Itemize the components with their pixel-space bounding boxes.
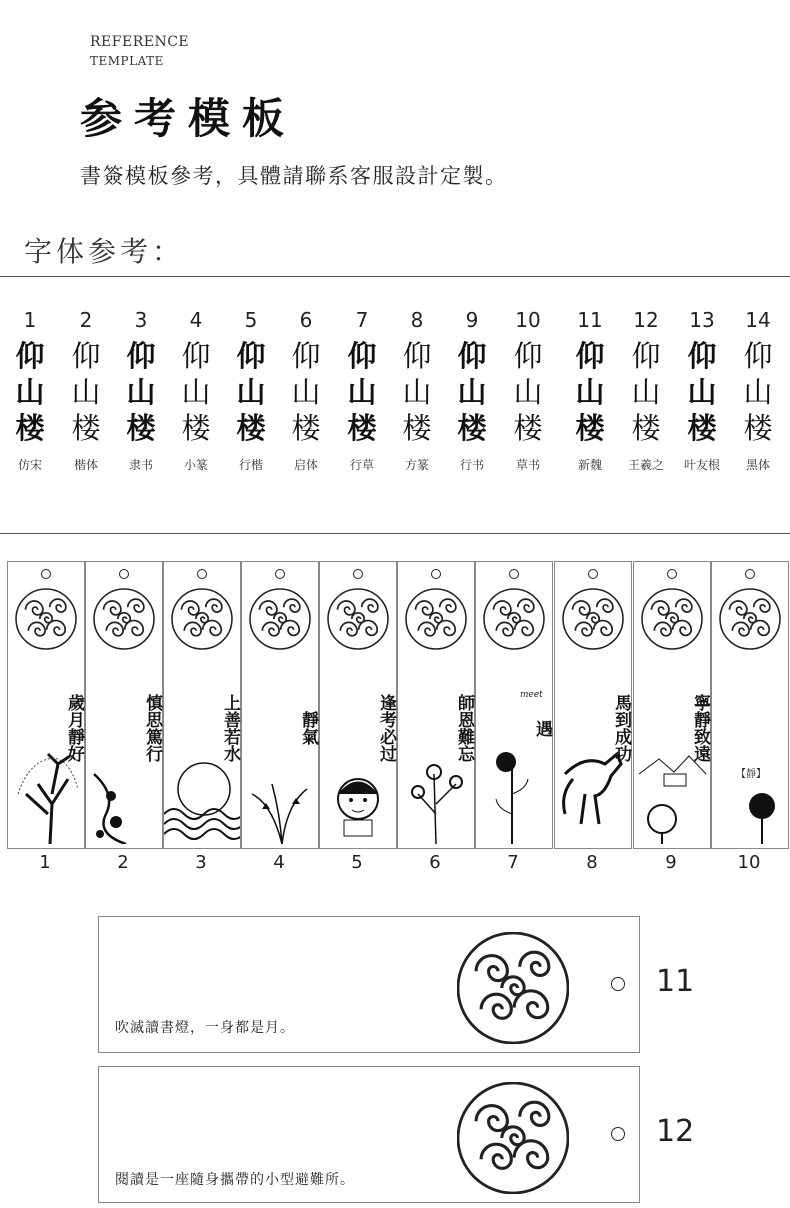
bookmark-art: [242, 734, 318, 848]
horse-illustration: [555, 734, 631, 844]
punch-hole-icon: [667, 569, 677, 579]
cloud-swirl-circle-icon: [457, 1082, 569, 1194]
punch-hole-icon: [119, 569, 129, 579]
font-glyph: 仰: [457, 339, 487, 373]
page-subtitle: 書簽模板參考，具體請聯系客服設計定製。: [80, 164, 508, 188]
flowers-illustration: [398, 734, 474, 844]
font-sample-2: [58, 308, 114, 473]
font-glyph: 山: [347, 375, 377, 409]
card-quote: 吹滅讀書燈，一身都是月。: [115, 1020, 295, 1036]
font-glyph: 山: [402, 375, 432, 409]
font-glyph: 仰: [513, 339, 543, 373]
font-glyph: 楼: [347, 411, 377, 445]
bookmark-text: 遇: [532, 719, 552, 737]
bookmark-text: 寧靜致遠: [690, 694, 710, 762]
font-glyph: 山: [126, 375, 156, 409]
font-number: 10: [515, 308, 541, 332]
reference-label-line1: REFERENCE: [90, 34, 190, 50]
bookmark-emblem: [719, 588, 781, 654]
bookmark-text: 馬到成功: [611, 694, 631, 762]
font-sample-8: [389, 308, 445, 473]
bookmark-1[interactable]: [7, 561, 85, 849]
tree-illustration: [8, 734, 84, 844]
punch-hole-icon: [353, 569, 363, 579]
bookmark-5[interactable]: [319, 561, 397, 849]
font-sample-14: [730, 308, 786, 473]
font-number: 4: [189, 308, 203, 332]
font-glyph: 山: [631, 375, 661, 409]
font-number: 8: [410, 308, 424, 332]
font-glyph: 楼: [513, 411, 543, 445]
reference-label-line2: TEMPLATE: [90, 54, 164, 68]
font-number: 14: [745, 308, 771, 332]
bookmark-emblem: [483, 588, 545, 654]
punch-hole-icon: [588, 569, 598, 579]
bookmark-text: 歲月靜好: [64, 694, 84, 762]
font-sample-13: [674, 308, 730, 473]
font-glyph: 仰: [126, 339, 156, 373]
cloud-swirl-circle-icon: [483, 588, 545, 650]
font-sample-7: [334, 308, 390, 473]
font-glyph: 仰: [402, 339, 432, 373]
bookmark-7[interactable]: [475, 561, 553, 849]
bookmark-text: 師恩難忘: [454, 694, 474, 762]
font-name-label: 黑体: [745, 458, 770, 472]
font-glyph: 楼: [743, 411, 773, 445]
landscape-illustration: [634, 734, 710, 844]
bookmark-9[interactable]: [633, 561, 711, 849]
font-number: 6: [299, 308, 313, 332]
cloud-swirl-circle-icon: [562, 588, 624, 650]
font-glyph: 山: [687, 375, 717, 409]
bookmark-emblem: [249, 588, 311, 654]
bookmark-art: [634, 734, 710, 848]
font-glyph: 楼: [126, 411, 156, 445]
bookmark-text: 上善若水: [220, 694, 240, 762]
bookmark-text: 慎思篤行: [142, 694, 162, 762]
bookmark-number: 9: [665, 852, 677, 873]
orchid-illustration: [242, 734, 318, 844]
font-name-label: 行楷: [238, 458, 263, 472]
bookmark-number: 2: [117, 852, 129, 873]
vine-illustration: [86, 734, 162, 844]
punch-hole-icon: [745, 569, 755, 579]
font-name-label: 新魏: [577, 458, 602, 472]
card-emblem: [457, 1082, 569, 1198]
font-name-label: 隶书: [128, 458, 153, 472]
punch-hole-icon: [611, 1127, 625, 1141]
font-glyph: 山: [236, 375, 266, 409]
font-number: 12: [633, 308, 659, 332]
bookmark-art: [398, 734, 474, 848]
round-trees-illustration: [712, 734, 788, 844]
punch-hole-icon: [611, 977, 625, 991]
bookmark-4[interactable]: [241, 561, 319, 849]
bookmark-8[interactable]: [554, 561, 632, 849]
font-name-label: 行草: [349, 458, 374, 472]
bookmark-2[interactable]: [85, 561, 163, 849]
bookmark-emblem: [15, 588, 77, 654]
font-glyph: 仰: [71, 339, 101, 373]
cloud-swirl-circle-icon: [405, 588, 467, 650]
font-sample-12: [618, 308, 674, 473]
bookmark-emblem: [327, 588, 389, 654]
font-number: 2: [79, 308, 93, 332]
bookmark-number: 5: [351, 852, 363, 873]
font-glyph: 楼: [181, 411, 211, 445]
bookmark-3[interactable]: [163, 561, 241, 849]
bookmark-text: 靜氣: [298, 711, 318, 745]
font-glyph: 仰: [291, 339, 321, 373]
font-number: 7: [355, 308, 369, 332]
divider-bottom: [0, 533, 790, 534]
card-number: 12: [656, 1114, 695, 1149]
font-glyph: 楼: [687, 411, 717, 445]
punch-hole-icon: [275, 569, 285, 579]
font-glyph: 楼: [236, 411, 266, 445]
font-glyph: 仰: [631, 339, 661, 373]
punch-hole-icon: [431, 569, 441, 579]
font-sample-1: [2, 308, 58, 473]
font-glyph: 仰: [236, 339, 266, 373]
font-sample-3: [113, 308, 169, 473]
font-sample-5: [223, 308, 279, 473]
font-name-label: 方篆: [404, 458, 429, 472]
font-sample-9: [444, 308, 500, 473]
font-number: 11: [577, 308, 603, 332]
font-glyph: 山: [743, 375, 773, 409]
font-section-title: 字体参考：: [24, 235, 185, 268]
bookmark-art: [320, 734, 396, 848]
font-glyph: 楼: [631, 411, 661, 445]
bookmark-emblem: [405, 588, 467, 654]
cloud-swirl-circle-icon: [327, 588, 389, 650]
font-glyph: 仰: [575, 339, 605, 373]
font-glyph: 楼: [15, 411, 45, 445]
font-glyph: 仰: [743, 339, 773, 373]
cloud-swirl-circle-icon: [93, 588, 155, 650]
bookmark-number: 10: [737, 852, 761, 873]
font-glyph: 楼: [402, 411, 432, 445]
bookmark-text: 逢考必过: [376, 694, 396, 762]
font-glyph: 楼: [71, 411, 101, 445]
font-glyph: 楼: [291, 411, 321, 445]
bookmark-emblem: [93, 588, 155, 654]
font-sample-11: [562, 308, 618, 473]
font-glyph: 楼: [457, 411, 487, 445]
font-name-label: 王羲之: [627, 458, 664, 472]
font-name-label: 行书: [459, 458, 484, 472]
font-name-label: 楷体: [73, 458, 98, 472]
font-glyph: 仰: [687, 339, 717, 373]
font-glyph: 山: [457, 375, 487, 409]
font-glyph: 仰: [181, 339, 211, 373]
cloud-swirl-circle-icon: [457, 932, 569, 1044]
font-glyph: 楼: [575, 411, 605, 445]
card-12[interactable]: [98, 1066, 640, 1203]
cloud-swirl-circle-icon: [171, 588, 233, 650]
font-sample-4: [168, 308, 224, 473]
font-glyph: 仰: [347, 339, 377, 373]
font-sample-6: [278, 308, 334, 473]
font-number: 5: [244, 308, 258, 332]
page-title: 参考模板: [80, 94, 297, 143]
font-glyph: 山: [71, 375, 101, 409]
bookmark-art: [8, 734, 84, 848]
font-name-label: 叶友根: [683, 458, 720, 472]
bookmark-art: [555, 734, 631, 848]
cloud-swirl-circle-icon: [15, 588, 77, 650]
waves-illustration: [164, 734, 240, 844]
font-number: 3: [134, 308, 148, 332]
cloud-swirl-circle-icon: [249, 588, 311, 650]
font-number: 1: [23, 308, 37, 332]
font-name-label: 草书: [515, 458, 540, 472]
bookmark-number: 3: [195, 852, 207, 873]
bookmark-number: 4: [273, 852, 285, 873]
bookmark-number: 6: [429, 852, 441, 873]
bookmark-stamp: 【靜】: [736, 769, 766, 780]
bookmark-emblem: [641, 588, 703, 654]
bookmark-art: [476, 734, 552, 848]
font-glyph: 山: [181, 375, 211, 409]
card-11[interactable]: [98, 916, 640, 1053]
font-name-label: 小篆: [183, 458, 208, 472]
reference-label: [90, 33, 189, 71]
font-number: 9: [465, 308, 479, 332]
font-glyph: 山: [575, 375, 605, 409]
card-number: 11: [656, 964, 695, 999]
card-emblem: [457, 932, 569, 1048]
bookmark-emblem: [562, 588, 624, 654]
bookmark-art: [86, 734, 162, 848]
punch-hole-icon: [197, 569, 207, 579]
bookmark-art: [164, 734, 240, 848]
font-name-label: 仿宋: [17, 458, 42, 472]
card-quote: 閱讀是一座隨身攜帶的小型避難所。: [115, 1172, 355, 1188]
divider-top: [0, 276, 790, 277]
bookmark-number: 1: [39, 852, 51, 873]
font-glyph: 山: [291, 375, 321, 409]
bookmark-6[interactable]: [397, 561, 475, 849]
punch-hole-icon: [509, 569, 519, 579]
bookmark-art: [712, 734, 788, 848]
font-number: 13: [689, 308, 715, 332]
bookmark-emblem: [171, 588, 233, 654]
cloud-swirl-circle-icon: [641, 588, 703, 650]
bookmark-latin-text: meet: [520, 690, 543, 700]
font-glyph: 山: [15, 375, 45, 409]
bookmark-10[interactable]: [711, 561, 789, 849]
font-glyph: 仰: [15, 339, 45, 373]
bookmark-number: 7: [507, 852, 519, 873]
cloud-swirl-circle-icon: [719, 588, 781, 650]
font-sample-10: [500, 308, 556, 473]
cartoon-face-illustration: [320, 734, 396, 844]
punch-hole-icon: [41, 569, 51, 579]
bookmark-number: 8: [586, 852, 598, 873]
font-name-label: 启体: [293, 458, 318, 472]
rose-illustration: [476, 734, 552, 844]
font-glyph: 山: [513, 375, 543, 409]
